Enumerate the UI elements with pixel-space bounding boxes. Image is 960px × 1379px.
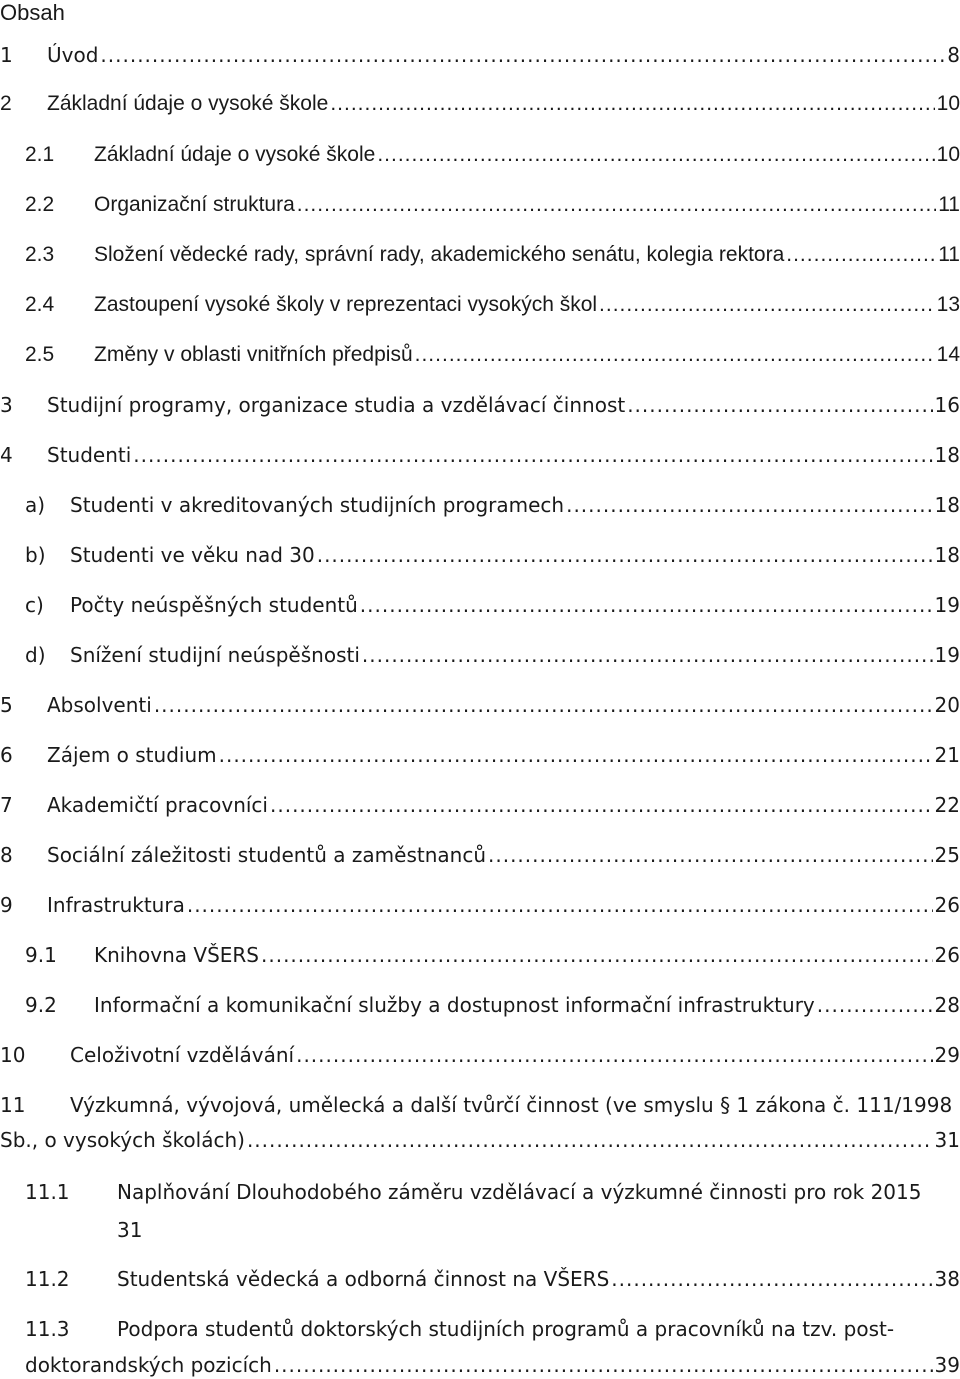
toc-entry-page: 10	[936, 92, 960, 115]
toc-leader-dots	[566, 491, 932, 519]
toc-leader-dots	[274, 1351, 933, 1379]
toc-leader-dots	[330, 90, 934, 118]
toc-entry-3[interactable]	[0, 391, 960, 419]
toc-entry-9[interactable]	[0, 891, 960, 919]
toc-entry-2-2[interactable]	[0, 191, 960, 219]
toc-entry-page: 25	[934, 843, 960, 867]
toc-entry-number: 2.4	[25, 293, 55, 316]
toc-entry-page: 11	[938, 193, 960, 216]
toc-entry-page: 14	[936, 343, 960, 366]
toc-entry-title-continued: Sb., o vysokých školách)	[0, 1128, 245, 1152]
toc-entry-4[interactable]	[0, 441, 960, 469]
toc-entry-11-line1[interactable]	[0, 1091, 960, 1119]
toc-entry-11-3-line2[interactable]	[0, 1351, 960, 1379]
toc-entry-title: Sociální záležitosti studentů a zaměstnanců	[47, 843, 486, 867]
toc-entry-page: 18	[934, 443, 960, 467]
toc-entry-title: Úvod	[47, 43, 99, 67]
toc-entry-page: 29	[934, 1043, 960, 1067]
toc-entry-4c[interactable]	[0, 591, 960, 619]
toc-entry-11-1-line2	[0, 1216, 960, 1244]
toc-leader-dots	[817, 991, 933, 1019]
toc-leader-dots	[360, 591, 933, 619]
toc-entry-title: Zastoupení vysoké školy v reprezentaci vysokých škol	[94, 293, 598, 316]
toc-leader-dots	[219, 741, 933, 769]
toc-entry-page: 8	[947, 43, 960, 67]
toc-entry-2-1[interactable]	[0, 141, 960, 169]
toc-entry-page: 22	[934, 793, 960, 817]
toc-entry-2-3[interactable]	[0, 241, 960, 269]
toc-entry-number: b)	[25, 543, 46, 567]
toc-entry-title: Studenti	[47, 443, 132, 467]
toc-entry-title: Organizační struktura	[94, 193, 295, 216]
toc-entry-number: 2	[0, 92, 12, 115]
toc-entry-title: Knihovna VŠERS	[94, 943, 259, 967]
page-title: Obsah	[0, 0, 65, 25]
toc-entry-number: c)	[25, 593, 44, 617]
toc-entry-page: 10	[936, 143, 960, 166]
toc-entry-page: 31	[117, 1218, 143, 1242]
toc-entry-title: Absolventi	[47, 693, 152, 717]
toc-leader-dots	[786, 241, 936, 269]
toc-entry-number: 2.2	[25, 193, 55, 216]
toc-entry-page: 11	[938, 243, 960, 266]
toc-entry-title: Naplňování Dlouhodobého záměru vzdělávací a výzkumné činnosti pro rok 2015	[117, 1180, 922, 1204]
toc-entry-title: Základní údaje o vysoké škole	[94, 143, 376, 166]
toc-entry-page: 13	[936, 293, 960, 316]
toc-entry-page: 19	[934, 593, 960, 617]
toc-entry-number: 9	[0, 893, 13, 917]
toc-entry-number: 7	[0, 793, 13, 817]
toc-leader-dots	[317, 541, 933, 569]
toc-leader-dots	[362, 641, 933, 669]
toc-entry-number: 8	[0, 843, 13, 867]
toc-leader-dots	[154, 691, 933, 719]
toc-entry-title: Studentská vědecká a odborná činnost na VŠERS	[117, 1267, 610, 1291]
toc-entry-title: Počty neúspěšných studentů	[70, 593, 358, 617]
toc-entry-11-3-line1[interactable]	[0, 1315, 960, 1343]
toc-entry-2-5[interactable]	[0, 341, 960, 369]
toc-entry-8[interactable]	[0, 841, 960, 869]
toc-entry-number: 5	[0, 693, 13, 717]
toc-entry-title: Podpora studentů doktorských studijních programů a pracovníků na tzv. post-	[117, 1317, 895, 1341]
toc-leader-dots	[627, 391, 932, 419]
toc-entry-9-1[interactable]	[0, 941, 960, 969]
toc-entry-page: 21	[934, 743, 960, 767]
toc-entry-number: 11.2	[25, 1267, 70, 1291]
toc-entry-page: 18	[934, 543, 960, 567]
toc-entry-4b[interactable]	[0, 541, 960, 569]
toc-entry-4a[interactable]	[0, 491, 960, 519]
toc-entry-number: a)	[25, 493, 46, 517]
toc-entry-title: Zájem o studium	[47, 743, 217, 767]
toc-entry-title: Celoživotní vzdělávání	[70, 1043, 295, 1067]
toc-entry-11-line2[interactable]	[0, 1126, 960, 1154]
toc-entry-title: Informační a komunikační služby a dostupnost informační infrastruktury	[94, 993, 815, 1017]
toc-leader-dots	[247, 1126, 933, 1154]
toc-entry-page: 28	[934, 993, 960, 1017]
toc-entry-number: 6	[0, 743, 13, 767]
toc-entry-number: 1	[0, 43, 13, 67]
toc-entry-title: Studijní programy, organizace studia a vzdělávací činnost	[47, 393, 626, 417]
toc-entry-number: 9.2	[25, 993, 57, 1017]
toc-entry-title: Studenti ve věku nad 30	[70, 543, 315, 567]
toc-entry-4d[interactable]	[0, 641, 960, 669]
toc-entry-title: Infrastruktura	[47, 893, 185, 917]
toc-entry-number: 2.5	[25, 343, 55, 366]
toc-entry-page: 26	[934, 893, 960, 917]
toc-entry-number: 9.1	[25, 943, 57, 967]
toc-entry-9-2[interactable]	[0, 991, 960, 1019]
toc-entry-title-continued: doktorandských pozicích	[25, 1353, 272, 1377]
toc-entry-2-4[interactable]	[0, 291, 960, 319]
toc-entry-number: 3	[0, 393, 13, 417]
toc-entry-1[interactable]	[0, 41, 960, 69]
toc-leader-dots	[133, 441, 932, 469]
toc-leader-dots	[377, 141, 934, 169]
toc-leader-dots	[187, 891, 933, 919]
toc-leader-dots	[270, 791, 933, 819]
toc-entry-page: 20	[934, 693, 960, 717]
toc-entry-2[interactable]	[0, 90, 960, 118]
toc-leader-dots	[100, 41, 945, 69]
toc-entry-11-1-line1[interactable]	[0, 1178, 960, 1206]
toc-entry-page: 38	[934, 1267, 960, 1291]
toc-entry-title: Změny v oblasti vnitřních předpisů	[94, 343, 413, 366]
toc-entry-5[interactable]	[0, 691, 960, 719]
toc-entry-number: 11.3	[25, 1317, 70, 1341]
toc-entry-title: Složení vědecké rady, správní rady, akademického senátu, kolegia rektora	[94, 243, 785, 266]
toc-entry-7[interactable]	[0, 791, 960, 819]
toc-leader-dots	[599, 291, 935, 319]
toc-leader-dots	[611, 1265, 932, 1293]
toc-entry-page: 19	[934, 643, 960, 667]
toc-entry-title: Základní údaje o vysoké škole	[47, 92, 329, 115]
toc-entry-page: 39	[934, 1353, 960, 1377]
toc-entry-10[interactable]	[0, 1041, 960, 1069]
toc-entry-number: 2.1	[25, 143, 55, 166]
toc-entry-title: Výzkumná, vývojová, umělecká a další tvůrčí činnost (ve smyslu § 1 zákona č. 111/1998	[70, 1093, 953, 1117]
toc-entry-page: 26	[934, 943, 960, 967]
toc-entry-title: Snížení studijní neúspěšnosti	[70, 643, 360, 667]
toc-entry-number: 4	[0, 443, 13, 467]
toc-entry-page: 18	[934, 493, 960, 517]
toc-entry-title: Studenti v akreditovaných studijních programech	[70, 493, 565, 517]
toc-entry-number: 2.3	[25, 243, 55, 266]
toc-entry-6[interactable]	[0, 741, 960, 769]
toc-leader-dots	[296, 1041, 932, 1069]
toc-entry-page: 16	[934, 393, 960, 417]
toc-entry-title: Akademičtí pracovníci	[47, 793, 268, 817]
toc-entry-number: 11.1	[25, 1180, 70, 1204]
toc-leader-dots	[488, 841, 933, 869]
toc-entry-11-2[interactable]	[0, 1265, 960, 1293]
toc-leader-dots	[261, 941, 933, 969]
toc-leader-dots	[415, 341, 935, 369]
toc-entry-page: 31	[934, 1128, 960, 1152]
toc-entry-number: 11	[0, 1093, 26, 1117]
toc-entry-number: d)	[25, 643, 46, 667]
toc-entry-number: 10	[0, 1043, 26, 1067]
toc-leader-dots	[297, 191, 936, 219]
